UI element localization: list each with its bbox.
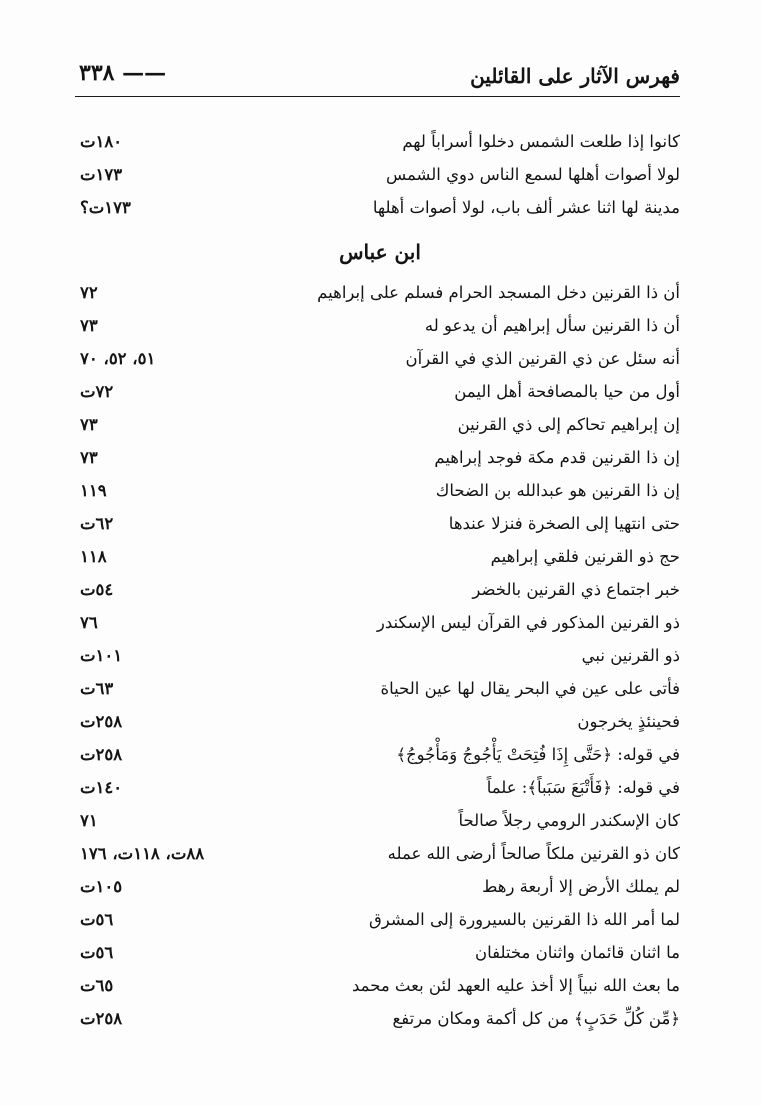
index-entry: [80, 542, 680, 575]
index-entry: [80, 971, 680, 1004]
entry-text: حج ذو القرنين فلقي إبراهيم: [490, 547, 680, 566]
entry-page-ref: ١٠٥ت: [80, 877, 123, 896]
entry-page-ref: ٧٢ت: [80, 382, 114, 401]
index-entry: [80, 773, 680, 806]
entry-text: ما بعث الله نبياً إلا أخذ عليه العهد لئن بعث محمد: [352, 976, 680, 995]
entry-text: ذو القرنين نبي: [581, 646, 680, 665]
entry-text: ذو القرنين المذكور في القرآن ليس الإسكندر: [376, 613, 680, 632]
entry-text: أول من حيا بالمصافحة أهل اليمن: [454, 382, 680, 401]
entry-page-ref: ٥٦ت: [80, 943, 114, 962]
entry-text: إن إبراهيم تحاكم إلى ذي القرنين: [457, 415, 680, 434]
entry-text: كان الإسكندر الرومي رجلاً صالحاً: [458, 811, 680, 830]
index-entry: [80, 938, 680, 971]
entry-page-ref: ٢٥٨ت: [80, 712, 123, 731]
index-entry: [80, 278, 680, 311]
page-number: —— ٣٣٨: [79, 60, 167, 86]
index-entry: [80, 608, 680, 641]
entry-page-ref: ١١٨: [80, 547, 107, 566]
running-title: فهرس الآثار على القائلين: [470, 64, 680, 88]
index-entry: [80, 377, 680, 410]
index-entry: [80, 193, 680, 226]
entry-text: لما أمر الله ذا القرنين بالسيرورة إلى المشرق: [368, 910, 680, 929]
entry-text: في قوله: ﴿حَتَّى إِذَا فُتِحَتْ يَأْجُوجُ وَمَأْجُوجُ﴾: [396, 745, 680, 764]
entry-page-ref: ٨٨ت، ١١٨ت، ١٧٦: [80, 844, 205, 863]
header-rule: [75, 96, 680, 97]
entry-page-ref: ١٠١ت: [80, 646, 123, 665]
entry-text: لولا أصوات أهلها لسمع الناس دوي الشمس: [385, 165, 680, 184]
entry-page-ref: ٧٣: [80, 415, 98, 434]
index-entry: [80, 410, 680, 443]
entry-page-ref: ١٧٣ت؟: [80, 198, 131, 217]
entry-page-ref: ١٤٠ت: [80, 778, 123, 797]
page-header: [75, 58, 680, 100]
index-entry: [80, 509, 680, 542]
entry-text: لم يملك الأرض إلا أربعة رهط: [482, 877, 680, 896]
index-entry: [80, 839, 680, 872]
entry-text: فأتى على عين في البحر يقال لها عين الحياة: [380, 679, 680, 698]
entry-page-ref: ٥١، ٥٢، ٧٠: [80, 349, 156, 368]
index-entry: [80, 641, 680, 674]
entry-text: كانوا إذا طلعت الشمس دخلوا أسراباً لهم: [402, 132, 680, 151]
entry-text: كان ذو القرنين ملكاً صالحاً أرضى الله عمله: [387, 844, 680, 863]
entry-text: فحينئذٍ يخرجون: [577, 712, 680, 731]
entry-page-ref: ٦٢ت: [80, 514, 114, 533]
index-entry: [80, 311, 680, 344]
entry-page-ref: ٧٣: [80, 316, 98, 335]
entry-page-ref: ٢٥٨ت: [80, 1009, 123, 1028]
entry-page-ref: ٧٢: [80, 283, 98, 302]
index-entry: [80, 344, 680, 377]
entry-page-ref: ٧٣: [80, 448, 98, 467]
index-entry: [80, 674, 680, 707]
entry-page-ref: ٢٥٨ت: [80, 745, 123, 764]
index-entry: [80, 160, 680, 193]
index-entry: [80, 1004, 680, 1037]
entry-text: إن ذا القرنين هو عبدالله بن الضحاك: [435, 481, 680, 500]
index-entry: [80, 127, 680, 160]
entry-page-ref: ٥٤ت: [80, 580, 114, 599]
entry-text: في قوله: ﴿فَأَتْبَعَ سَبَباً﴾: علماً: [486, 778, 680, 797]
entry-text: أنه سئل عن ذي القرنين الذي في القرآن: [405, 349, 680, 368]
index-entry: [80, 476, 680, 509]
entry-page-ref: ١٧٣ت: [80, 165, 123, 184]
entry-page-ref: ١١٩: [80, 481, 107, 500]
entry-text: مدينة لها اثنا عشر ألف باب، لولا أصوات أهلها: [372, 198, 680, 217]
entry-page-ref: ٧١: [80, 811, 98, 830]
entry-text: ﴿مِّن كُلِّ حَدَبٍ﴾ من كل أكمة ومكان مرتفع: [392, 1009, 680, 1028]
index-entry: [80, 872, 680, 905]
entry-page-ref: ٧٦: [80, 613, 98, 632]
entry-text: حتى انتهيا إلى الصخرة فنزلا عندها: [448, 514, 680, 533]
entry-page-ref: ٦٣ت: [80, 679, 114, 698]
entry-text: أن ذا القرنين دخل المسجد الحرام فسلم على إبراهيم: [317, 283, 680, 302]
index-entry: [80, 575, 680, 608]
entry-page-ref: ١٨٠ت: [80, 132, 123, 151]
entry-text: خبر اجتماع ذي القرنين بالخضر: [472, 580, 680, 599]
index-entry: [80, 443, 680, 476]
index-entry: [80, 905, 680, 938]
index-entry: [80, 740, 680, 773]
entry-text: إن ذا القرنين قدم مكة فوجد إبراهيم: [434, 448, 680, 467]
section-heading: ابن عباس: [339, 240, 421, 264]
entry-page-ref: ٦٥ت: [80, 976, 114, 995]
entry-text: ما اثنان قائمان واثنان مختلفان: [474, 943, 680, 962]
index-entry: [80, 707, 680, 740]
entry-text: أن ذا القرنين سأل إبراهيم أن يدعو له: [424, 316, 680, 335]
index-entry: [80, 806, 680, 839]
entry-page-ref: ٥٦ت: [80, 910, 114, 929]
